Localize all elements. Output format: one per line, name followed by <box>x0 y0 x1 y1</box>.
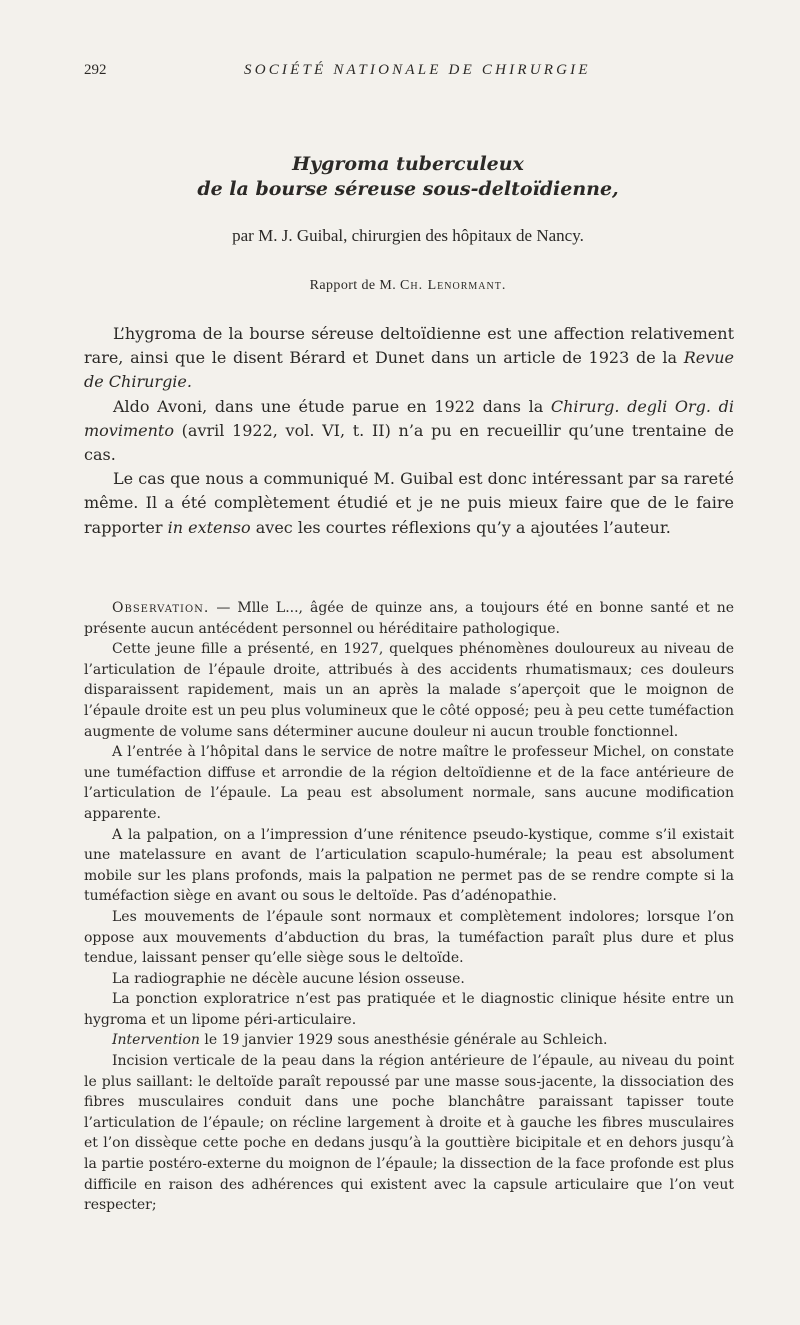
intro-p3-text-a: Le cas que nous a communiqué M. Guibal est donc intéressant par sa rareté même. Il a été complètement étudié et je ne puis mieux faire que de le faire rapporter <box>84 469 734 537</box>
intro-p2-journal: Chirurg. degli Org. di movimento <box>84 396 734 440</box>
intro-paragraph-3 <box>84 467 734 540</box>
intro-p2-text-a: Aldo Avoni, dans une étude parue en 1922 dans la <box>113 396 544 416</box>
observation-paragraph-6: La radiographie ne décèle aucune lésion osseuse. <box>112 970 465 987</box>
intro-p2-text-b: (avril 1922, vol. VI, t. II) n’a pu en recueillir qu’une trentaine de cas. <box>84 420 734 465</box>
observation-label: Observation. <box>112 600 210 616</box>
journal-title: SOCIÉTÉ NATIONALE DE CHIRURGIE <box>244 62 591 78</box>
intro-p1-journal: Revue de Chirurgie. <box>84 348 735 392</box>
observation-section <box>84 598 734 1216</box>
observation-paragraph-8 <box>84 1030 734 1051</box>
observation-p1-text: — Mlle L..., âgée de quinze ans, a toujours été en bonne santé et ne présente aucun antécédent personnel ou héréditaire pathologique. <box>84 600 734 637</box>
observation-paragraph-7: La ponction exploratrice n’est pas pratiquée et le diagnostic clinique hésite entre un hygroma et un lipome péri-articulaire. <box>84 991 734 1028</box>
author-byline: par M. J. Guibal, chirurgien des hôpitaux de Nancy. <box>232 226 584 245</box>
running-header <box>84 62 732 82</box>
intro-p3-text-b: avec les courtes réflexions qu’y a ajoutées l’auteur. <box>255 517 671 537</box>
intro-paragraph-2 <box>84 395 734 468</box>
page-number: 292 <box>84 62 107 78</box>
article-title-line-1: Hygroma tuberculeux <box>292 153 524 175</box>
article-title-block <box>84 152 732 202</box>
introduction <box>84 322 734 540</box>
intervention-label: Intervention <box>112 1032 200 1049</box>
observation-paragraph-4: A la palpation, on a l’impression d’une rénitence pseudo-kystique, comme s’il existait une matelassure en avant de l’articulation scapulo-humérale; la peau est absolument mobile sur les plans profonds, mais la palpation ne permet pas de se rendre compte si la tuméfaction siège en avant ou sous le deltoïde. Pas d’adénopathie. <box>84 826 734 905</box>
observation-paragraph-9: Incision verticale de la peau dans la région antérieure de l’épaule, au niveau du point le plus saillant: le deltoïde paraît repoussé par une masse sous-jacente, la dissociation des fibres musculaires conduit dans une poche blanchâtre paraissant tapisser toute l’articulation de l’épaule; on récline largement à droite et à gauche les fibres musculaires et l’on dissèque cette poche en dedans jusqu’à la gouttière bicipitale et en dehors jusqu’à la partie postéro-externe du moignon de l’épaule; la dissection de la face profonde est plus difficile en raison des adhérences qui existent avec la capsule articulaire que l’on veut respecter; <box>84 1053 734 1214</box>
report-line <box>84 278 732 294</box>
observation-p8-text: le 19 janvier 1929 sous anesthésie générale au Schleich. <box>204 1032 608 1049</box>
intro-paragraph-1 <box>84 322 734 395</box>
intro-p1-text: L’hygroma de la bourse séreuse deltoïdienne est une affection relativement rare, ainsi que le disent Bérard et Dunet dans un article de 1923 de la <box>84 324 734 368</box>
article-title-line-2: de la bourse séreuse sous-deltoïdienne, <box>197 178 619 200</box>
observation-paragraph-5: Les mouvements de l’épaule sont normaux et complètement indolores; lorsque l’on oppose aux mouvements d’abduction du bras, la tuméfaction paraît plus dure et plus tendue, laissant penser qu’elle siège sous le deltoïde. <box>84 908 734 967</box>
intro-p3-italic: in extenso <box>167 517 251 537</box>
report-prefix: Rapport de M. <box>309 278 397 293</box>
report-author: Ch. Lenormant. <box>400 278 507 293</box>
observation-paragraph-1 <box>84 598 734 639</box>
observation-paragraph-2: Cette jeune fille a présenté, en 1927, quelques phénomènes douloureux au niveau de l’articulation de l’épaule droite, attribués à des accidents rhumatismaux; ces douleurs disparaissent rapidement, mais un an après la malade s’aperçoit que le moignon de l’épaule droite est un peu plus volumineux que le côté opposé; peu à peu cette tuméfaction augmente de volume sans déterminer aucune douleur ni aucun trouble fonctionnel. <box>84 641 734 740</box>
observation-paragraph-3: A l’entrée à l’hôpital dans le service de notre maître le professeur Michel, on constate une tuméfaction diffuse et arrondie de la région deltoïdienne et de la face antérieure de l’articulation de l’épaule. La peau est absolument normale, sans aucune modification apparente. <box>84 744 734 822</box>
